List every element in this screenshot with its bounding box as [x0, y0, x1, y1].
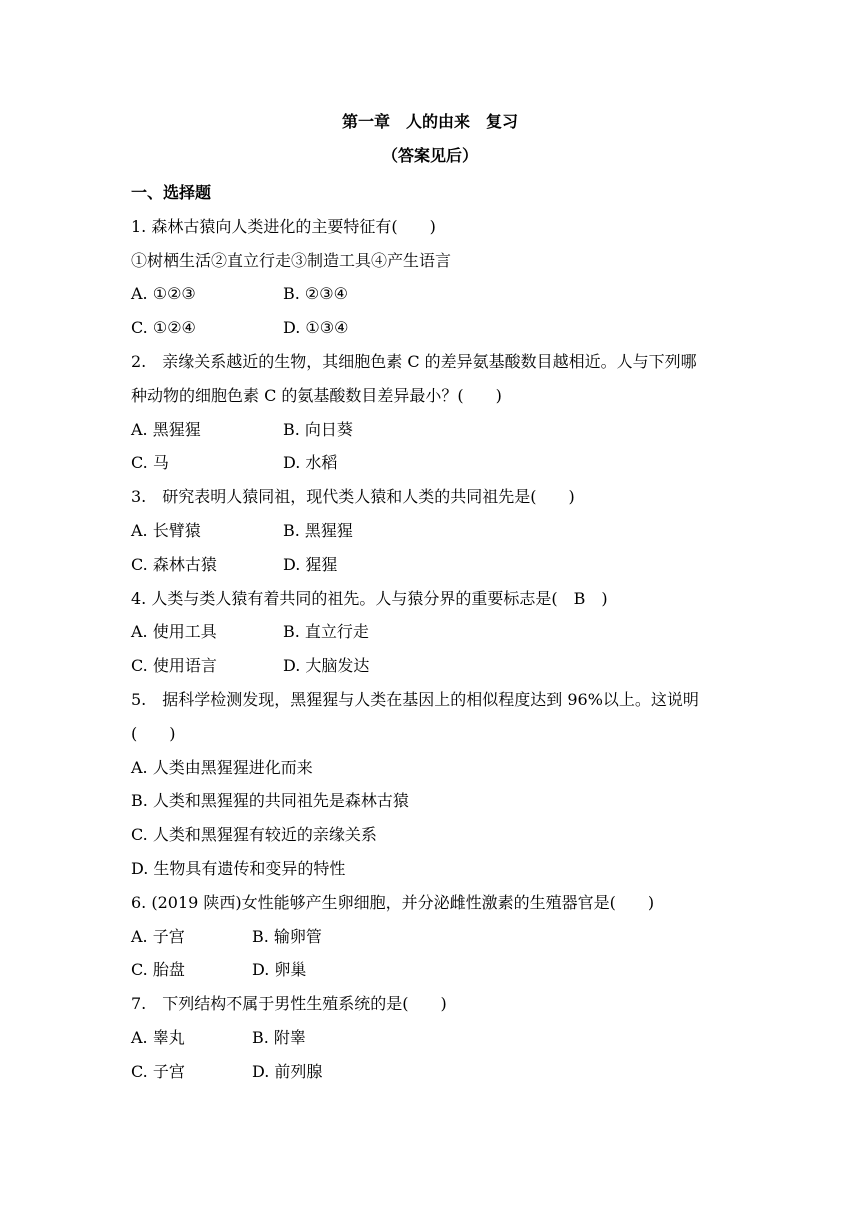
- question-7: [131, 987, 741, 1088]
- page-title: 第一章 人的由来 复习: [341, 112, 518, 131]
- question-6: [131, 886, 741, 987]
- option-c: C. 马: [131, 453, 169, 473]
- option-c: C. 森林古猿: [131, 554, 217, 574]
- option-c: C. 胎盘: [131, 960, 185, 980]
- option-a: A. ①②③: [131, 284, 196, 304]
- option-d: D. 卵巢: [252, 960, 307, 980]
- option-c: C. ①②④: [131, 318, 196, 338]
- option-b: B. 输卵管: [252, 926, 322, 946]
- option-b: B. 黑猩猩: [283, 520, 353, 540]
- option-d: D. ①③④: [283, 318, 349, 338]
- question-stem: 5. 据科学检测发现，黑猩猩与人类在基因上的相似程度达到 96%以上。这说明: [131, 689, 699, 709]
- section-heading: 一、选择题: [131, 183, 212, 202]
- option-d: D. 生物具有遗传和变异的特性: [131, 858, 346, 878]
- option-d: D. 大脑发达: [283, 656, 370, 676]
- option-a: A. 子宫: [131, 926, 185, 946]
- option-a: A. 人类由黑猩猩进化而来: [131, 757, 313, 777]
- option-row: [131, 953, 741, 987]
- option-row: [131, 1055, 741, 1089]
- option-b: B. 附睾: [252, 1027, 306, 1047]
- question-stem: 种动物的细胞色素 C 的氨基酸数目差异最小？( ): [131, 385, 502, 405]
- option-b: B. ②③④: [283, 284, 348, 304]
- question-3: [131, 480, 741, 581]
- option-row: [131, 1021, 741, 1055]
- option-a: A. 睾丸: [131, 1027, 185, 1047]
- option-row: [131, 920, 741, 954]
- option-a: A. 黑猩猩: [131, 419, 201, 439]
- option-b: B. 向日葵: [283, 419, 353, 439]
- option-row: [131, 548, 741, 582]
- question-4: [131, 582, 741, 683]
- option-d: D. 水稻: [283, 453, 338, 473]
- question-stem: 6. (2019 陕西)女性能够产生卵细胞，并分泌雌性激素的生殖器官是( ): [131, 892, 655, 912]
- option-row: [131, 649, 741, 683]
- document-body: [131, 176, 741, 1089]
- page-subtitle: （答案见后）: [381, 146, 478, 165]
- option-b: B. 人类和黑猩猩的共同祖先是森林古猿: [131, 791, 409, 811]
- option-c: C. 人类和黑猩猩有较近的亲缘关系: [131, 825, 377, 845]
- question-stem: 7. 下列结构不属于男性生殖系统的是( ): [131, 994, 447, 1014]
- option-c: C. 子宫: [131, 1061, 185, 1081]
- question-stem: 1. 森林古猿向人类进化的主要特征有( ): [131, 216, 436, 236]
- option-row: [131, 514, 741, 548]
- option-row: [131, 615, 741, 649]
- option-d: D. 前列腺: [252, 1061, 323, 1081]
- option-row: [131, 311, 741, 345]
- question-2: [131, 345, 741, 480]
- question-stem: 3. 研究表明人猿同祖，现代类人猿和人类的共同祖先是( ): [131, 487, 575, 507]
- question-stem: ①树栖生活②直立行走③制造工具④产生语言: [131, 250, 452, 270]
- option-row: [131, 446, 741, 480]
- option-row: [131, 413, 741, 447]
- question-5: [131, 683, 741, 886]
- option-a: A. 长臂猿: [131, 520, 201, 540]
- option-a: A. 使用工具: [131, 622, 217, 642]
- option-d: D. 猩猩: [283, 554, 338, 574]
- option-c: C. 使用语言: [131, 656, 217, 676]
- question-stem: 4. 人类与类人猿有着共同的祖先。人与猿分界的重要标志是( B ): [131, 588, 608, 608]
- option-row: [131, 277, 741, 311]
- question-stem: 2. 亲缘关系越近的生物，其细胞色素 C 的差异氨基酸数目越相近。人与下列哪: [131, 351, 697, 371]
- option-b: B. 直立行走: [283, 622, 369, 642]
- question-stem: ( ): [131, 723, 176, 743]
- question-1: [131, 210, 741, 345]
